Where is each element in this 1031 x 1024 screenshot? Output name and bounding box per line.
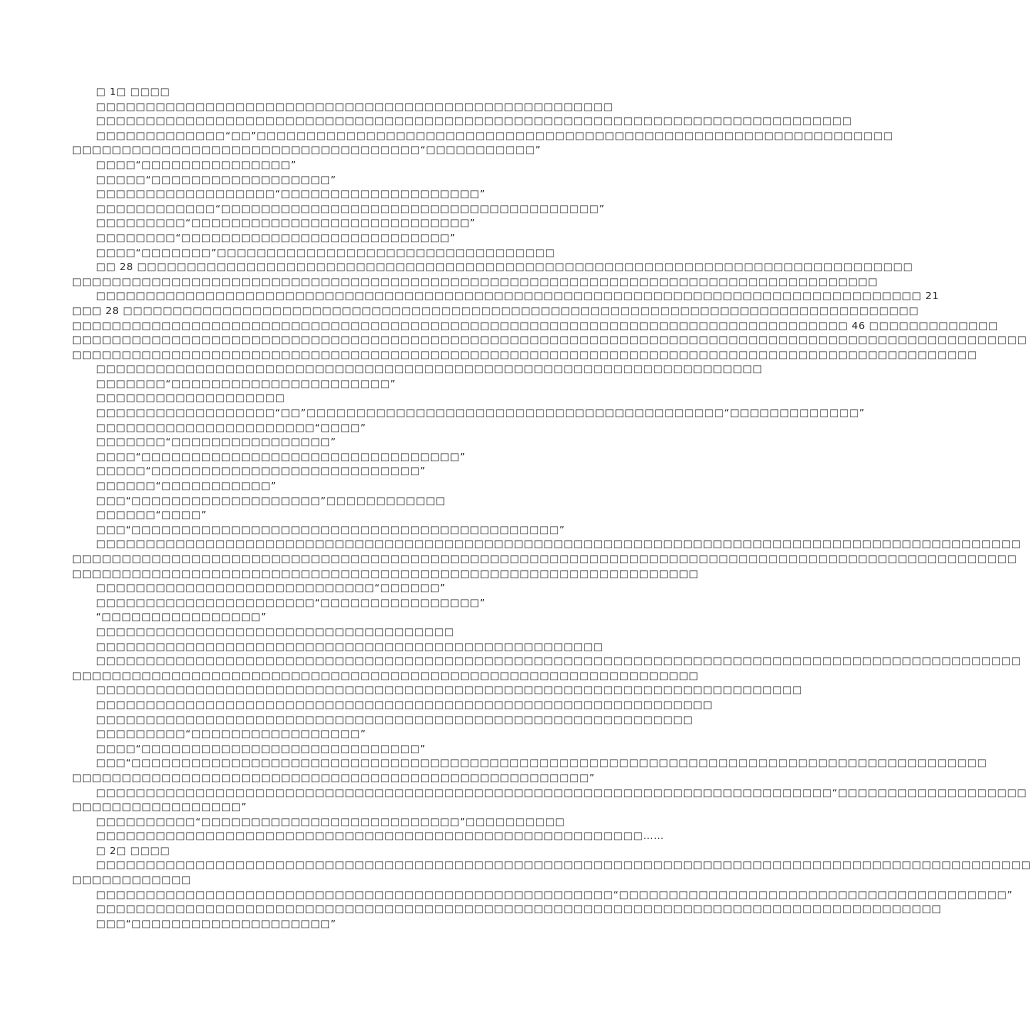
text-line: □□□□□□□“□□□□□□□□□□□□□□□□□□□□□□” bbox=[96, 378, 396, 390]
text-line: □□□□□□□□□□□□□□□□□□□□□□□□□□□□□□□□□□□□□□□□□□□□□□□□□□□□□□□□□□□□□□□□□□□□□□□□□□□□□□□□□□□ 21 bbox=[96, 291, 940, 303]
text-line: “□□□□□□□□□□□□□□□□” bbox=[96, 612, 267, 624]
text-line: □□□□□□□□□□□□□□□□□□□□□□□□□□□□□□□□□□□□□□□□□□□□□□□□□□□□□□□□□□□□□□□ bbox=[72, 670, 699, 682]
text-line: □□ 28 □□□□□□□□□□□□□□□□□□□□□□□□□□□□□□□□□□□□□□□□□□□□□□□□□□□□□□□□□□□□□□□□□□□□□□□□□□□□□□ bbox=[96, 262, 913, 274]
text-line: □□□□“□□□□□□□□□□□□□□□□□□□□□□□□□□□□” bbox=[96, 743, 426, 755]
text-line: □□□□□□□□□□□□□□□□□□□□□□□□□□□□□□□□□□□□□□□□□□□□□□□□□□□ bbox=[96, 641, 604, 653]
text-line: □□□□□□□□□□□□□□□□□□□□□□□□□□□□□□□□□□□□□□□□□□□□□□□□□□□□□□□□□□□□□□□□□□□□□□□□□□□□□□□□□ bbox=[72, 276, 878, 288]
text-line: □□□□□□□□□□□□□“□□”□□□□□□□□□□□□□□□□□□□□□□□□□□□□□□□□□□□□□□□□□□□□□□□□□□□□□□□□□□□□□□□□ bbox=[96, 130, 894, 142]
text-line: □□□□□□□□□□□□□□□□□□□□□□□□□□□□“□□□□□□” bbox=[96, 583, 446, 595]
text-line: □□□□□□□□□□□□□□□□□□□□□□“□□□□□□□□□□□□□□□□” bbox=[96, 597, 486, 609]
text-line: □□□□□□□□□□□□“□□□□□□□□□□□□□□□□□□□□□□□□□□□□□□□□□□□□□□” bbox=[96, 203, 605, 215]
text-line: □□□□□□□□□□□□□□□□□□□□□□□□□□□□□□□□□□□□□□□□□□□□□□□□□□□□□□□□□□□□□□□□□□□□□□□□□□□□□□□□□□□□□□□□□□□□□□□ bbox=[72, 554, 1018, 565]
text-line: □□□□□“□□□□□□□□□□□□□□□□□□□□□□□□□□□” bbox=[96, 466, 426, 478]
text-line: □□□□□□□□□□□□□□□□□□□ bbox=[96, 393, 286, 405]
text-line: □□□□□□□□□□□□□□□□□□“□□”□□□□□□□□□□□□□□□□□□□□□□□□□□□□□□□□□□□□□□□□□□“□□□□□□□□□□□□□” bbox=[96, 408, 865, 420]
text-line: □□□□□□□“□□□□□□□□□□□□□□□□” bbox=[96, 437, 337, 449]
text-line: □□□□□□□□□□□□□□□□□□□□□□□□□□□□□□□□□□□□□□□□□□□□□□□□□□□□ bbox=[96, 101, 614, 113]
text-line: □□□□□□“□□□□” bbox=[96, 510, 207, 522]
text-line: □□□□□□□□□□□□ bbox=[72, 875, 192, 887]
text-line: □□□□□□□□□□□□□□□□□□□□□□□□□□□□□□□□□□□□□□□□□□□□□□□□□□□□□□□□□□□□□□□□□□□ bbox=[96, 364, 763, 376]
text-line: □□□□□□□□□□□□□□□□□□□□□□□□□□□□□□□□□□□□□□□□□□□□□□□□□□□□□□□□□□□□□□□ bbox=[72, 568, 699, 580]
text-line: □□□□□□□□□□□□□□□□□□□□□□□□□□□□□□□□□□□□□□□□□□□□□□□□□□□□□□□□□□□□□□ bbox=[96, 699, 713, 711]
text-line: □□□□□□□□□□□□□□□□□□□□□□□□□□□□□□□□□□□□□□□□□□□□□□□□□□□□□□□□□□□□□□□□□□□□□□□ bbox=[96, 685, 803, 697]
text-line: □□□□□□□□□□□□□□□□□□□□□□□□□□□□□□□□□□□□□□□□□□□□□□□□□□□□□□□□□□□□□□□□□□□□□□□□□□□□□□□□□□□□□□□□□□□ bbox=[72, 349, 978, 361]
text-line: □□□□□□□□□“□□□□□□□□□□□□□□□□□□□□□□□□□□□□” bbox=[96, 218, 476, 230]
text-line: □□□□□□□□□□□□□□□□□□□□□□“□□□□” bbox=[96, 422, 367, 434]
text-line: □ 1□ □□□□ bbox=[96, 87, 170, 98]
text-line: □□□□□□□□□□□□□□□□□□□□□□□□□□□□□□□□□□□□□□□□□□□□□□□□□□□□” bbox=[72, 772, 595, 784]
text-line: □□□□□□□□□□□□□□□□□□“□□□□□□□□□□□□□□□□□□□□” bbox=[96, 189, 486, 201]
text-line: □□□□“□□□□□□□□□□□□□□□□□□□□□□□□□□□□□□□□” bbox=[96, 451, 466, 463]
text-line: □□□□□□□□□□□□□□□□□□□□□□□□□□□□□□□□□□□□□□□□□□□□□□□□□□□□□□□□□□□□ bbox=[96, 714, 693, 726]
text-line: □□□□□□□□□□□□□□□□□□□□□□□□□□□□□□□□□□□□□□□□□□□□□□□□□□□□□□□□□□□□□□□□□□□□□□□□□□□□□□ 46 □□□□□□□□□□□□□ bbox=[72, 320, 999, 332]
text-line: □□□□□□□□□□□□□□□□□” bbox=[72, 802, 247, 814]
text-line: □□□“□□□□□□□□□□□□□□□□□□□□□□□□□□□□□□□□□□□□□□□□□□□” bbox=[96, 524, 565, 536]
text-line: □□□□□□□□□□□□□□□□□□□□□□□□□□□□□□□□□□□□□□□□□□□□□□□□□□□□“□□□□□□□□□□□□□□□□□□□□□□□□□□□□□□□□□□□□□□□” bbox=[96, 889, 1013, 901]
text-line: □□□“□□□□□□□□□□□□□□□□□□□□□□□□□□□□□□□□□□□□□□□□□□□□□□□□□□□□□□□□□□□□□□□□□□□□□□□□□□□□□□□□□□□□□□ bbox=[96, 758, 988, 770]
text-line: □□□□□□□□□□□□□□□□□□□□□□□□□□□□□□□□□□□□□□□□□□□□□□□□□□□□□□□□□□□□□□□□□□□□□□□□□□□□□□□□□□□□□□□□□□□□□□ bbox=[96, 860, 1031, 872]
text-line: □□□□□□□□□□□□□□□□□□□□□□□□□□□□□□□□□□□□ bbox=[96, 626, 455, 638]
text-line: □□□“□□□□□□□□□□□□□□□□□□□□” bbox=[96, 918, 337, 930]
text-line: □□□□□□□□□□□□□□□□□□□□□□□□□□□□□□□□□□□□□□□□□□□□□□□□□□□□□□□□□□□□□□□□□□□□□□□□□□□□□□□□□□□□□□□□□□□□□ bbox=[96, 656, 1022, 668]
text-line: □□□□□□□□□□□□□□□□□□□□□□□□□□□□□□□□□□□□□□□□□□□□□□□□□□□□□□□□□□□□□□□□□□□□□□□□□□□□□□□□□□□□□□□□□□□□□□□□ bbox=[72, 335, 1028, 347]
text-line: □□□□□□“□□□□□□□□□□□” bbox=[96, 481, 277, 493]
text-line: □□□□□□□□□□□□□□□□□□□□□□□□□□□□□□□□□□□□□□□□□□□□□□□□□□□□□□□□□□□□□□□□□□□□□□□□□□□□□□□□□□□□□□□□□□□□□ bbox=[96, 539, 1022, 551]
text-line: □□□□□□□□□□□□□□□□□□□□□□□□□□□□□□□□□□□“□□□□□□□□□□□” bbox=[72, 145, 541, 157]
text-line: □□□□□□□□□□□□□□□□□□□□□□□□□□□□□□□□□□□□□□□□□□□□□□□□□□□□□□□□□□□□□□□□□□□□□□□□□□□□ bbox=[96, 116, 853, 128]
text-line: □□□□□□□□□□□□□□□□□□□□□□□□□□□□□□□□□□□□□□□□□□□□□□□□□□□□□□□□□□□□□□□□□□□□□□□□□□“□□□□□□□□□□□□□□□□□□□ bbox=[96, 787, 1027, 799]
text-line: □□□□□“□□□□□□□□□□□□□□□□□□” bbox=[96, 174, 337, 186]
text-line: □□□□□□□□“□□□□□□□□□□□□□□□□□□□□□□□□□□□” bbox=[96, 232, 456, 244]
text-line: □□□□“□□□□□□□”□□□□□□□□□□□□□□□□□□□□□□□□□□□□□□□□□□ bbox=[96, 247, 556, 259]
text-line: □□□“□□□□□□□□□□□□□□□□□□□”□□□□□□□□□□□□ bbox=[96, 495, 446, 507]
document-page bbox=[72, 86, 1031, 932]
text-line: □□□□□□□□□□“□□□□□□□□□□□□□□□□□□□□□□□□□□”□□□□□□□□□□ bbox=[96, 816, 565, 828]
text-line: □□□ 28 □□□□□□□□□□□□□□□□□□□□□□□□□□□□□□□□□□□□□□□□□□□□□□□□□□□□□□□□□□□□□□□□□□□□□□□□□□□□□□□□ bbox=[72, 305, 919, 317]
text-line: □□□□□□□□□□□□□□□□□□□□□□□□□□□□□□□□□□□□□□□□□□□□□□□□□□□□□□□□□□□□□□□□□□□□□□□□□□□□□□□□□□□□□ bbox=[96, 904, 942, 916]
text-line: □□□□□□□□□□□□□□□□□□□□□□□□□□□□□□□□□□□□□□□□□□□□□□□□□□□□□□□…… bbox=[96, 831, 665, 843]
text-line: □ 2□ □□□□ bbox=[96, 845, 170, 857]
text-line: □□□□“□□□□□□□□□□□□□□□” bbox=[96, 159, 297, 171]
text-line: □□□□□□□□□“□□□□□□□□□□□□□□□□□” bbox=[96, 729, 367, 741]
